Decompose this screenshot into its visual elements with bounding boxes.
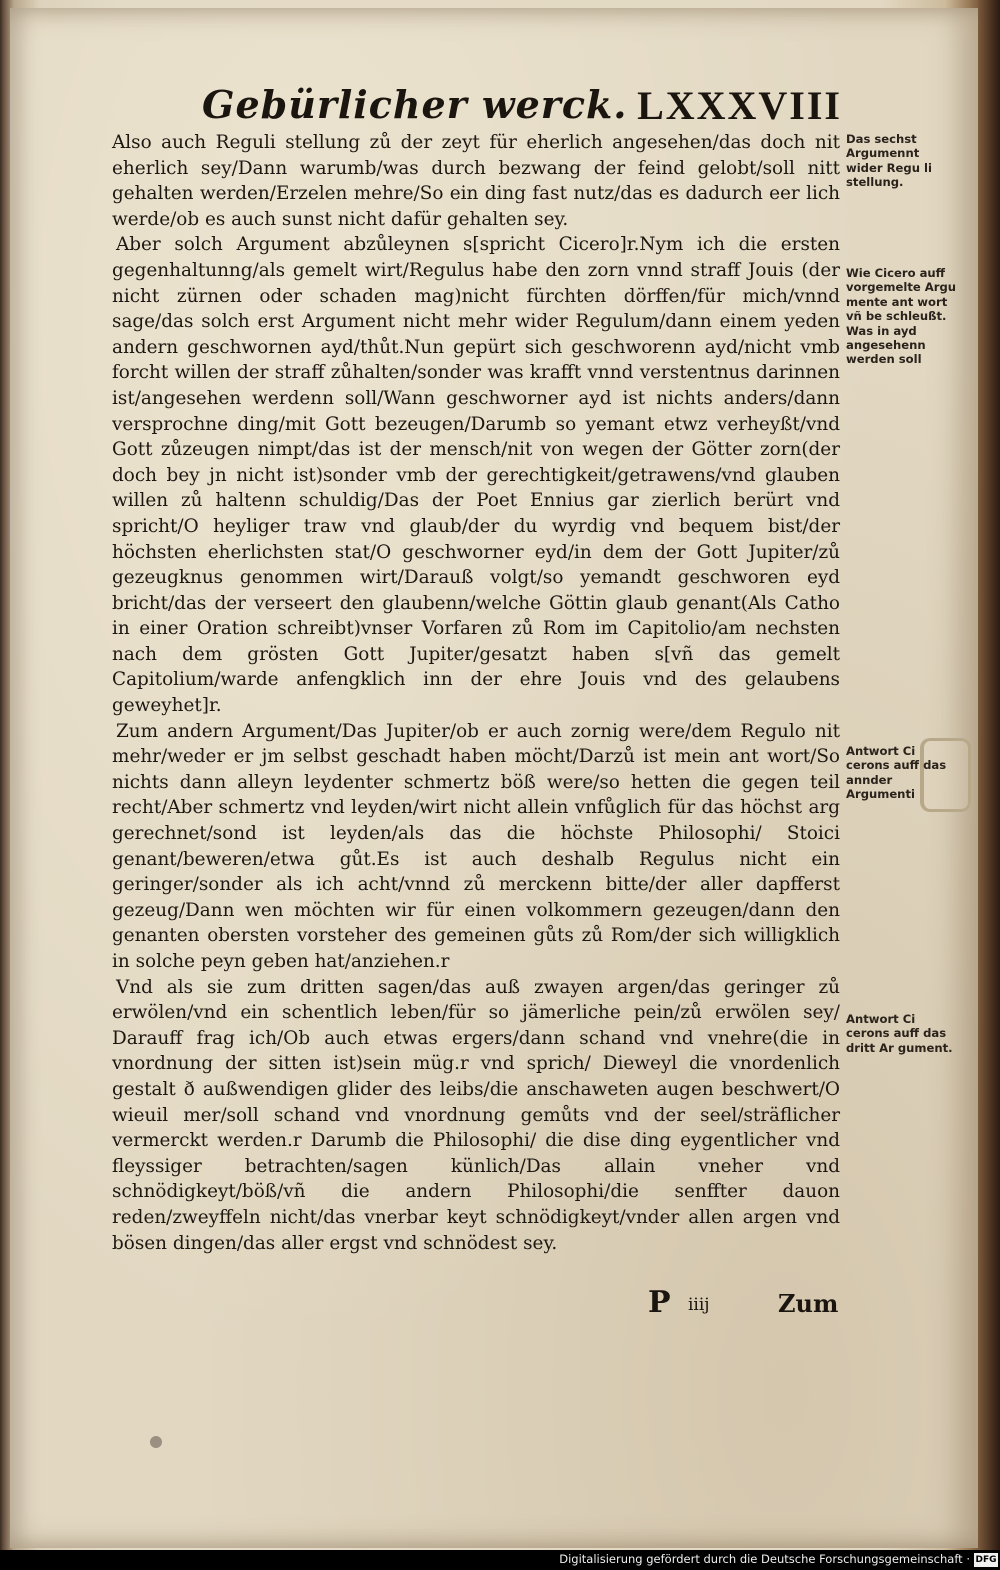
signature-number: iiij xyxy=(688,1295,710,1315)
paragraph: Aber solch Argument abzůleynen s[spricht Cicero]r.Nym ich die ersten gegenhaltunng/als gemelt wirt/Regulus habe den zorn vnnd straff Jouis (der nicht zürnen oder schaden mag)nicht fürchten dörffen/für mich/vnnd sage/das solch erst Argument nicht mehr wider Regulum/dann einem yeden andern geschwornen ayd/thůt.Nun gepürt sich geschworenn ayd/nicht vmb forcht willen der straff zůhalten/sonder was krafft vnnd verstentnus darinnen ist/angesehen werdenn soll/Wann geschworner ayd ist nichts anders/dann versprochne ding/mit Gott bezeugen/Darumb so yemant etwz verheyßt/vnd Gott zůzeugen nimpt/das ist der mensch/nit von wegen der Götter zorn(der doch bey jn nicht ist)sonder vmb der gerechtigkeit/getrawens/vnd glauben willen zů haltenn schuldig/Das der Poet Ennius gar zierlich berürt vnd spricht/O heyliger traw vnd glaub/der du wyrdig vnd bequem bist/der höchsten eherlichsten stat/O geschworner eyd/in dem der Gott Jupiter/zů gezeugknus genommen wirt/Darauß volgt/so yemandt geschworen eyd bricht/das der verseert den glaubenn/welche Göttin glaub genant(Als Catho in einer Oration schreibt)vnser Vorfaren zů Rom im Capitolio/am nechsten nach dem grösten Gott Jupiter/gesatzt haben s[vñ das gemelt Capitolium/warde anfengklich inn der ehre Jouis vnd des gelaubens geweyhet]r. xyxy=(112,234,840,717)
running-header xyxy=(202,82,842,134)
signature-mark: P xyxy=(648,1285,671,1320)
catchword: Zum xyxy=(778,1289,839,1318)
dfg-logo: DFG xyxy=(975,1555,997,1565)
running-title: Gebürlicher werck. xyxy=(202,82,628,127)
folio-number: LXXXVIII xyxy=(637,83,842,128)
book-cover-edge xyxy=(978,0,1000,1570)
margin-note: Wie Cicero auff vorgemelte Argu mente ant wort vñ be schleußt. Was in ayd angesehenn werden soll xyxy=(846,266,957,367)
credit-bar xyxy=(0,1550,1000,1570)
paragraph: Vnd als sie zum dritten sagen/das auß zwayen argen/das geringer zů erwölen/vnd ein schentlich leben/für so jämerliche pein/zů erwölen sey/ Darauff frag ich/Ob auch etwas ergers/dann schand vnd vnehre(die in vnordnung der sitten ist)sein müg.r vnd sprich/ Dieweyl die vnordenlich gestalt ð außwendigen glider des leibs/die anschaweten augen beschwert/O wieuil mer/soll schand vnd vnordnung gemůts vnd der seel/sträflicher vermerckt werden.r Darumb die Philosophi/ die dise ding eygentlicher vnd fleyssiger betrachten/sagen künlich/Das allain vneher vnd schnödigkeyt/böß/vñ die andern Philosophi/die senffter dauon reden/zweyffeln nicht/das vnerbar keyt schnödigkeyt/vnder allen argen vnd bösen dingen/das aller ergst vnd schnödest sey. xyxy=(112,976,840,1254)
paragraph: Zum andern Argument/Das Jupiter/ob er auch zornig were/dem Regulo nit mehr/weder er jm selbst geschadt haben möcht/Darzů ist mein ant wort/So nichts dann alleyn leydenter schmertz böß were/so hetten die gegen teil recht/Aber schmertz vnd leyden/wirt nicht allein vnfůglich für das höchst arg gerechnet/sond ist leyden/als das die höchste Philosophi/ Stoici genant/beweren/etwa gůt.Es ist auch deshalb Regulus nicht ein geringer/sonder als ich acht/vnnd zů merckenn bitte/der aller dapfferst gezeug/Dann wen möchten wir für einen volkommern gezeugen/dann den genanten obersten vorsteher des gemeinen gůts zů Rom/der sich willigklich in solche peyn geben hat/anziehen.r xyxy=(112,720,840,972)
paper-blemish xyxy=(150,1436,162,1448)
credit-text: Digitalisierung gefördert durch die Deutsche Forschungsgemeinschaft · xyxy=(559,1552,970,1566)
page-footer xyxy=(648,1285,848,1325)
margin-note: Das sechst Argumennt wider Regu li stellung. xyxy=(846,132,932,190)
margin-note: Antwort Ci cerons auff das dritt Ar gument. xyxy=(846,1012,953,1055)
margin-note: Antwort Ci cerons auff das annder Argumenti xyxy=(846,744,947,802)
main-text-block xyxy=(112,130,840,1256)
paragraph: Also auch Reguli stellung zů der zeyt für eherlich angesehen/das doch nit eherlich sey/Dann warumb/was durch bezwang der feind gelobt/soll nitt gehalten werden/Erzelen mehre/So ein ding fast nutz/das es dadurch eer lich werde/ob es auch sunst nicht dafür gehalten sey. xyxy=(112,132,840,230)
